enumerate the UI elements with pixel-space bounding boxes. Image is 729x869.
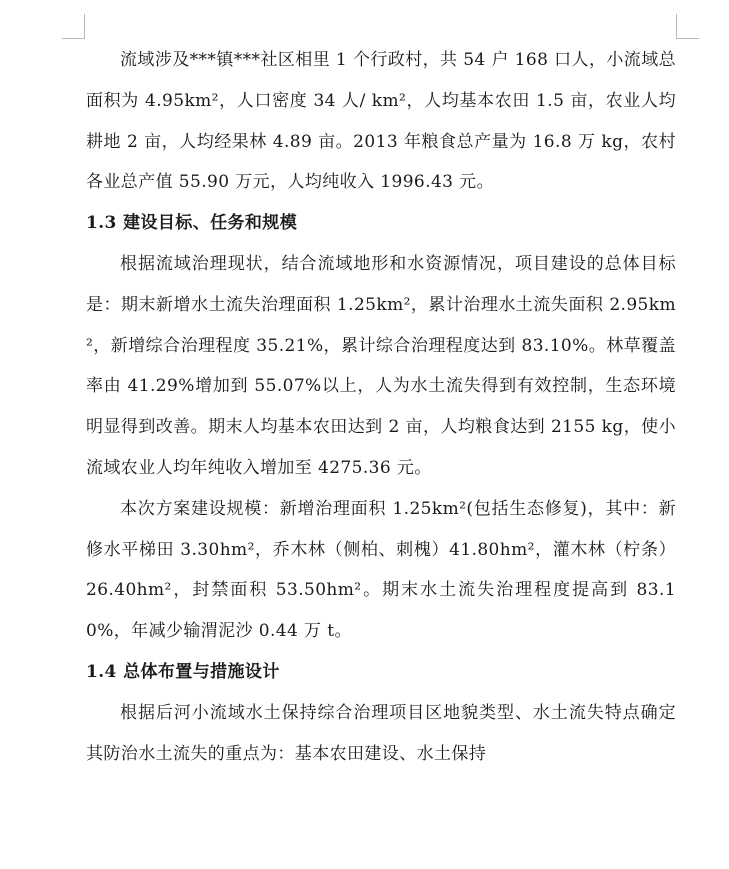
- heading-1-4: 1.4 总体布置与措施设计: [86, 661, 280, 682]
- paragraph-overall-goals: 根据流域治理现状，结合流域地形和水资源情况，项目建设的总体目标是：期末新增水土流失治理面积 1.25km²，累计治理水土流失面积 2.95km²，新增综合治理程度 35.21%，累计综合治理程度达到 83.10%。林草覆盖率由 41.29%增加到 55.07%以上，人为水土流失得到有效控制，生态环境明显得到改善。期末人均基本农田达到 2 亩，人均粮食达到 2155 kg，使小流域农业人均年纯收入增加至 4275.36 元。: [86, 253, 676, 478]
- crop-mark-top-left: [62, 14, 85, 39]
- paragraph-construction-scale: 本次方案建设规模：新增治理面积 1.25km²(包括生态修复)，其中：新修水平梯田 3.30hm²，乔木林（侧柏、刺槐）41.80hm²，灌木林（柠条）26.40hm²，封禁面积 53.50hm²。期末水土流失治理程度提高到 83.10%，年减少输渭泥沙 0.44 万 t。: [86, 498, 676, 642]
- heading-1-3: 1.3 建设目标、任务和规模: [86, 213, 298, 234]
- crop-mark-top-right: [676, 14, 699, 39]
- document-body: [86, 40, 676, 774]
- paragraph-watershed-overview: 流域涉及***镇***社区相里 1 个行政村，共 54 户 168 口人，小流域总面积为 4.95km²，人口密度 34 人/ km²，人均基本农田 1.5 亩，农业人均耕地 2 亩，人均经果林 4.89 亩。2013 年粮食总产量为 16.8 万 kg，农村各业总产值 55.90 万元，人均纯收入 1996.43 元。: [86, 50, 676, 193]
- paragraph-layout-measures: 根据后河小流域水土保持综合治理项目区地貌类型、水土流失特点确定其防治水土流失的重点为：基本农田建设、水土保持: [86, 702, 676, 764]
